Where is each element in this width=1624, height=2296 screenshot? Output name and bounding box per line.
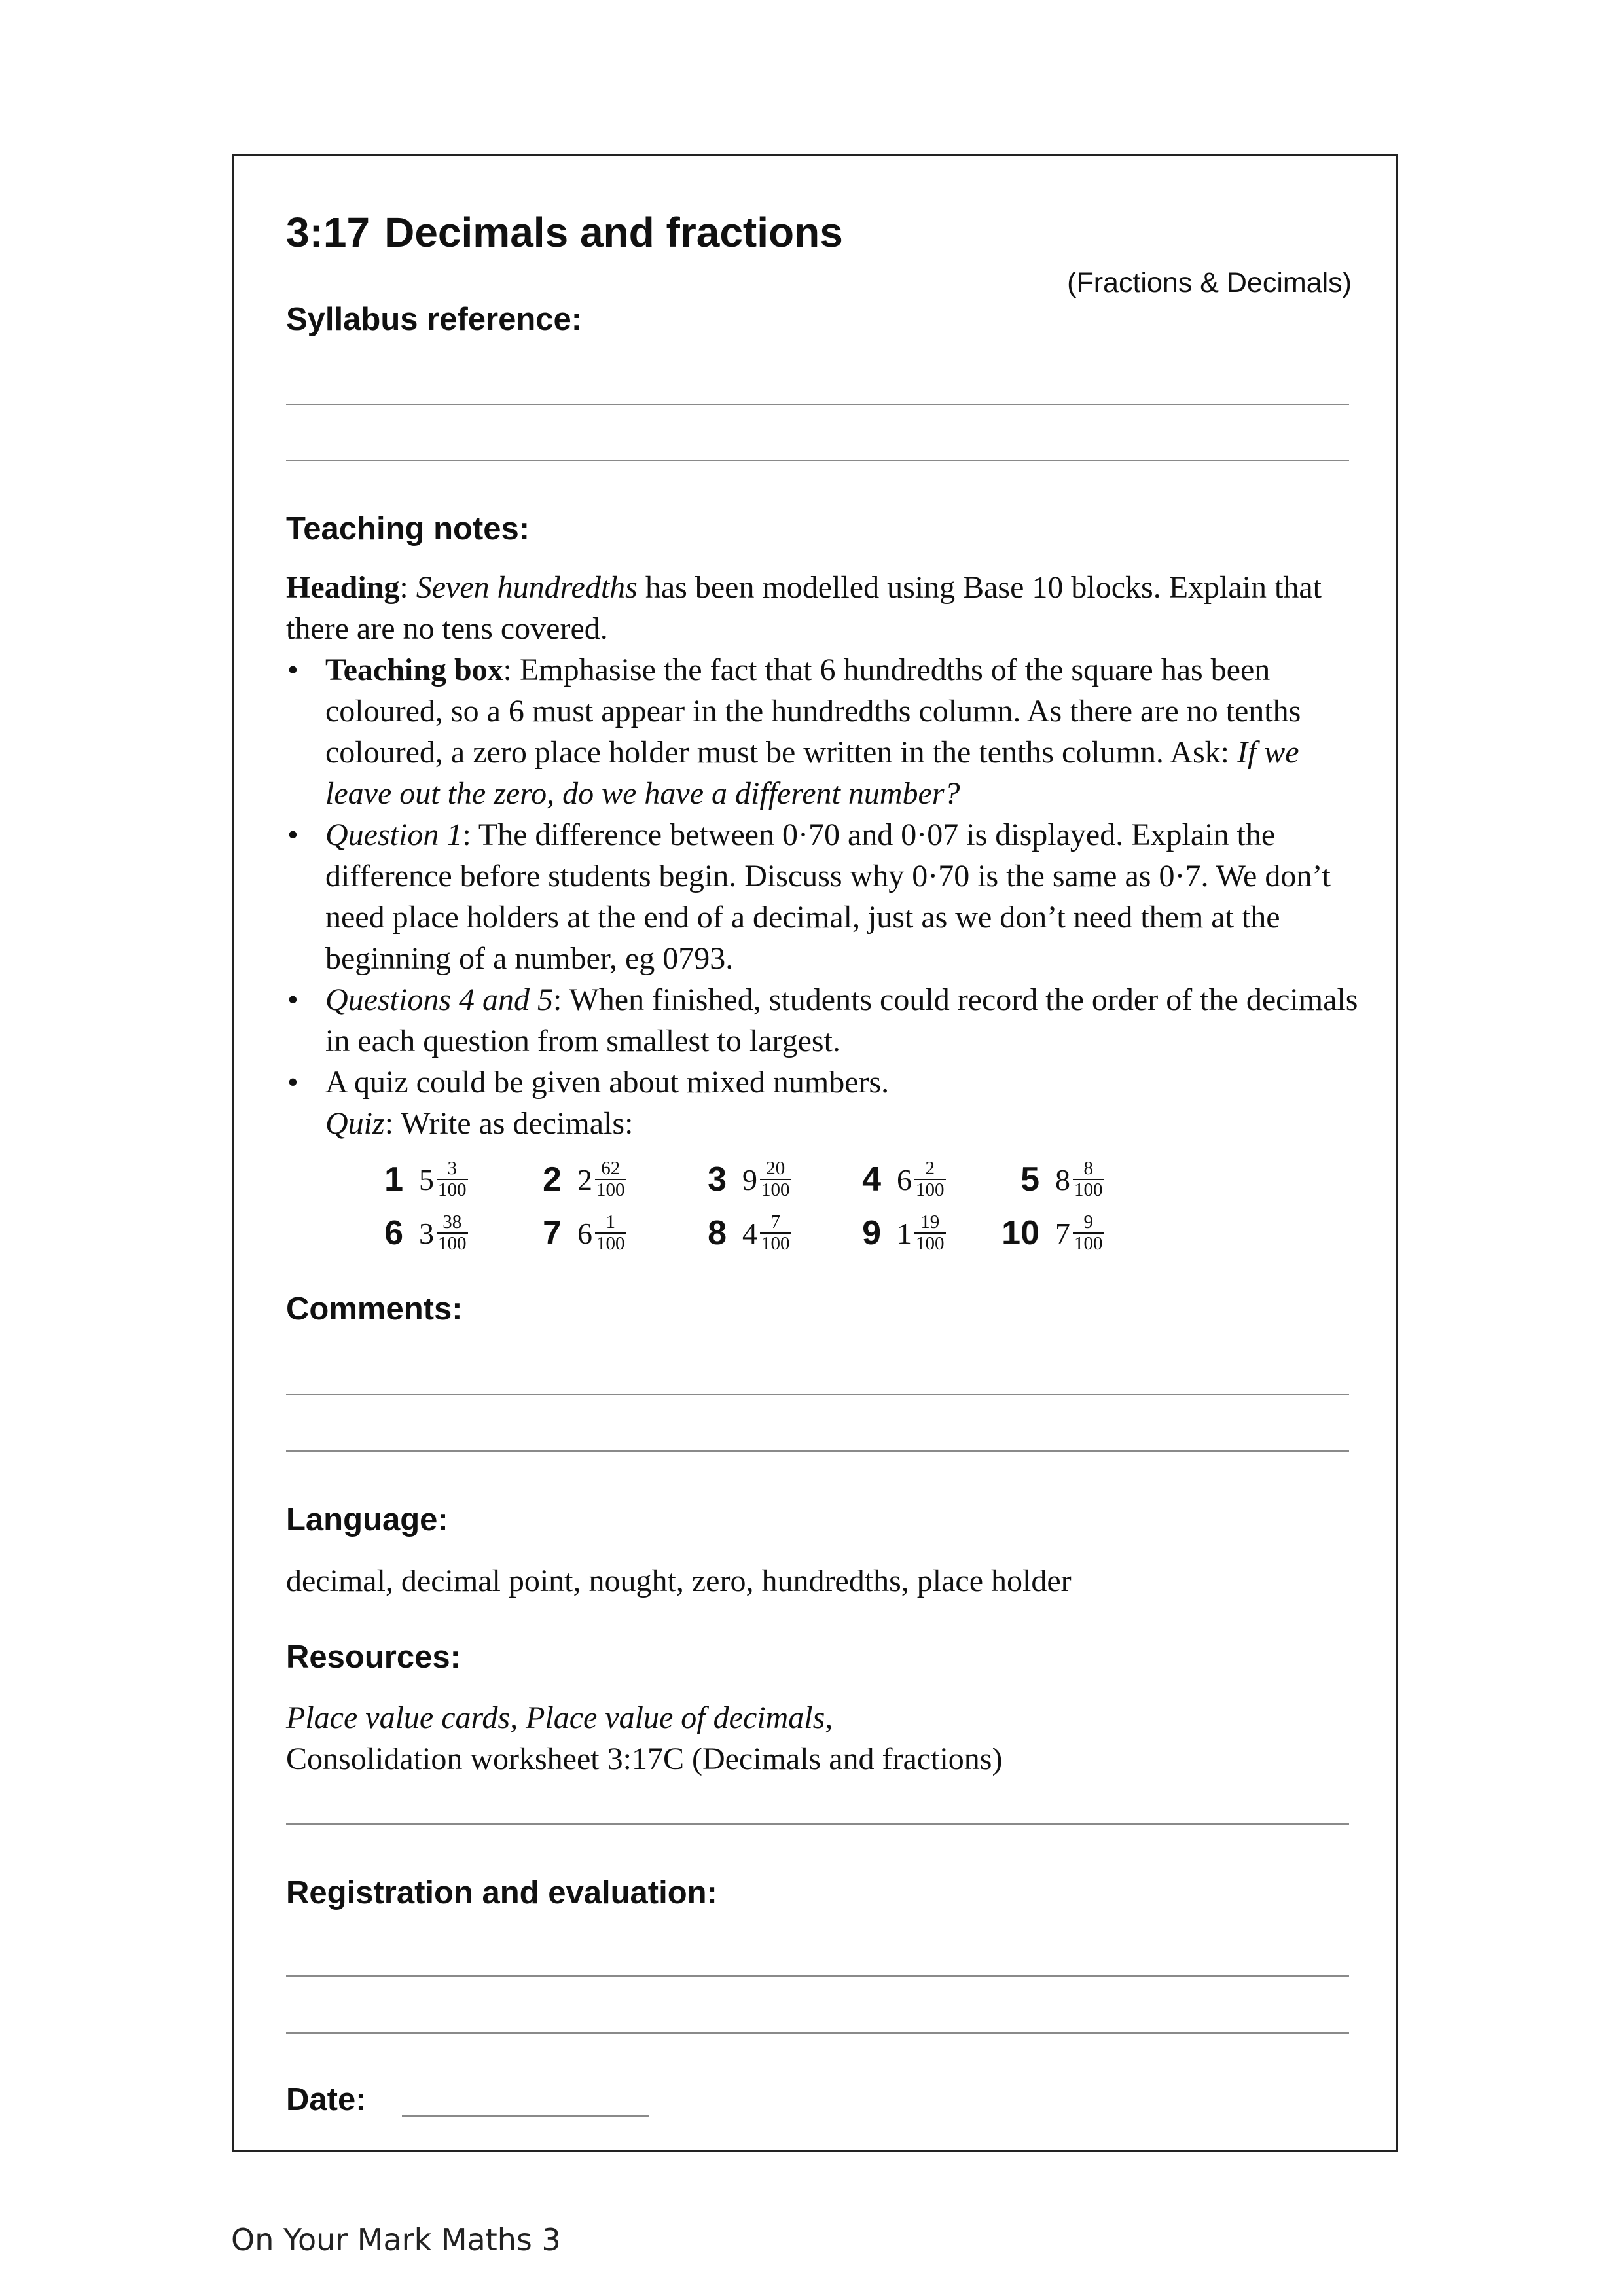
mixed-number-whole: 5 xyxy=(419,1162,434,1196)
mixed-number-whole: 7 xyxy=(1055,1216,1070,1250)
fraction-denominator: 100 xyxy=(761,1233,790,1254)
fraction-numerator: 19 xyxy=(920,1211,940,1232)
comments-heading: Comments: xyxy=(286,1291,463,1327)
fraction xyxy=(595,1212,626,1254)
fraction xyxy=(760,1212,791,1254)
fraction-numerator: 20 xyxy=(766,1158,785,1179)
syllabus-heading: Syllabus reference: xyxy=(286,302,583,337)
teaching-notes-body xyxy=(286,567,1360,1144)
note-quiz: • A quiz could be given about mixed numbers. Quiz: Write as decimals: xyxy=(286,1062,1360,1144)
language-heading: Language: xyxy=(286,1502,448,1537)
fraction-numerator: 2 xyxy=(925,1158,935,1179)
date-label: Date: xyxy=(286,2082,367,2117)
fraction xyxy=(1073,1158,1104,1200)
quiz-item-4 xyxy=(843,1158,946,1200)
lesson-title: Decimals and fractions xyxy=(384,209,843,256)
fraction-numerator: 1 xyxy=(605,1211,615,1232)
fraction xyxy=(437,1212,468,1254)
fraction-numerator: 7 xyxy=(770,1211,780,1232)
strand-reference: (Fractions & Decimals) xyxy=(1067,267,1352,298)
lesson-number: 3:17 xyxy=(286,209,370,256)
note-questions-4-5: • Questions 4 and 5: When finished, students could record the order of the decimals in each question from smallest to largest. xyxy=(286,979,1360,1062)
syllabus-line-2 xyxy=(286,460,1349,461)
mixed-number-whole: 6 xyxy=(577,1216,592,1250)
syllabus-line-1 xyxy=(286,404,1349,405)
fraction xyxy=(595,1158,626,1200)
fraction-denominator: 100 xyxy=(596,1179,625,1200)
quiz-number: 3 xyxy=(708,1160,727,1198)
mixed-number-whole: 3 xyxy=(419,1216,434,1250)
fraction xyxy=(437,1158,468,1200)
fraction-numerator: 9 xyxy=(1083,1211,1093,1232)
page-title xyxy=(286,208,843,257)
mixed-number-whole: 2 xyxy=(577,1162,592,1196)
registration-line-2 xyxy=(286,2032,1349,2034)
heading-note: Heading: Seven hundredths has been modelled using Base 10 blocks. Explain that there are no tens covered. xyxy=(286,570,1322,646)
registration-heading: Registration and evaluation: xyxy=(286,1875,717,1910)
fraction-denominator: 100 xyxy=(438,1233,467,1254)
quiz-number: 2 xyxy=(543,1160,562,1198)
fraction-denominator: 100 xyxy=(438,1179,467,1200)
fraction-numerator: 3 xyxy=(447,1158,457,1179)
fraction-denominator: 100 xyxy=(916,1233,945,1254)
fraction-numerator: 8 xyxy=(1083,1158,1093,1179)
quiz-number: 8 xyxy=(708,1214,727,1252)
resources-text: Place value cards, Place value of decimals, Consolidation worksheet 3:17C (Decimals and fractions) xyxy=(286,1700,1003,1776)
quiz-item-7 xyxy=(524,1212,626,1254)
fraction-numerator: 62 xyxy=(601,1158,621,1179)
mixed-number-whole: 8 xyxy=(1055,1162,1070,1196)
fraction-numerator: 38 xyxy=(442,1211,462,1232)
quiz-item-2 xyxy=(524,1158,626,1200)
fraction-denominator: 100 xyxy=(596,1233,625,1254)
fraction xyxy=(760,1158,791,1200)
quiz-item-5 xyxy=(1001,1158,1104,1200)
note-question-1: • Question 1: The difference between 0·70 and 0·07 is displayed. Explain the difference before students begin. Discuss why 0·70 is the same as 0·7. We don’t need place holders at the end of a decimal, just as we don’t need them at the beginning of a number, eg 0793. xyxy=(286,814,1360,979)
mixed-number-whole: 1 xyxy=(897,1216,912,1250)
fraction-denominator: 100 xyxy=(1074,1179,1103,1200)
fraction xyxy=(914,1212,946,1254)
note-teaching-box: • Teaching box: Emphasise the fact that 6 hundredths of the square has been coloured, so a 6 must appear in the hundredths column. As there are no tenths coloured, a zero place holder must be written in the tenths column. Ask: If we leave out the zero, do we have a different number? xyxy=(286,649,1360,814)
quiz-number: 6 xyxy=(384,1214,403,1252)
mixed-number-whole: 9 xyxy=(742,1162,757,1196)
language-text: decimal, decimal point, nought, zero, hundredths, place holder xyxy=(286,1564,1072,1598)
mixed-number-whole: 4 xyxy=(742,1216,757,1250)
fraction xyxy=(914,1158,946,1200)
fraction xyxy=(1073,1212,1104,1254)
quiz-item-10 xyxy=(1001,1212,1104,1254)
quiz-number: 1 xyxy=(384,1160,403,1198)
footer-text: On Your Mark Maths 3 xyxy=(231,2222,561,2257)
quiz-number: 5 xyxy=(1020,1160,1039,1198)
date-line xyxy=(402,2115,649,2117)
fraction-denominator: 100 xyxy=(761,1179,790,1200)
comments-line-1 xyxy=(286,1394,1349,1395)
page-frame xyxy=(232,154,1398,2152)
quiz-number: 9 xyxy=(862,1214,881,1252)
fraction-denominator: 100 xyxy=(1074,1233,1103,1254)
registration-line-1 xyxy=(286,1975,1349,1977)
quiz-item-3 xyxy=(689,1158,791,1200)
comments-line-2 xyxy=(286,1450,1349,1452)
teaching-notes-heading: Teaching notes: xyxy=(286,511,530,547)
quiz-number: 10 xyxy=(1001,1214,1039,1252)
resources-heading: Resources: xyxy=(286,1640,461,1675)
quiz-number: 4 xyxy=(862,1160,881,1198)
quiz-number: 7 xyxy=(543,1214,562,1252)
fraction-denominator: 100 xyxy=(916,1179,945,1200)
mixed-number-whole: 6 xyxy=(897,1162,912,1196)
quiz-item-6 xyxy=(365,1212,468,1254)
quiz-item-8 xyxy=(689,1212,791,1254)
resources-line xyxy=(286,1823,1349,1825)
quiz-item-9 xyxy=(843,1212,946,1254)
quiz-item-1 xyxy=(365,1158,468,1200)
